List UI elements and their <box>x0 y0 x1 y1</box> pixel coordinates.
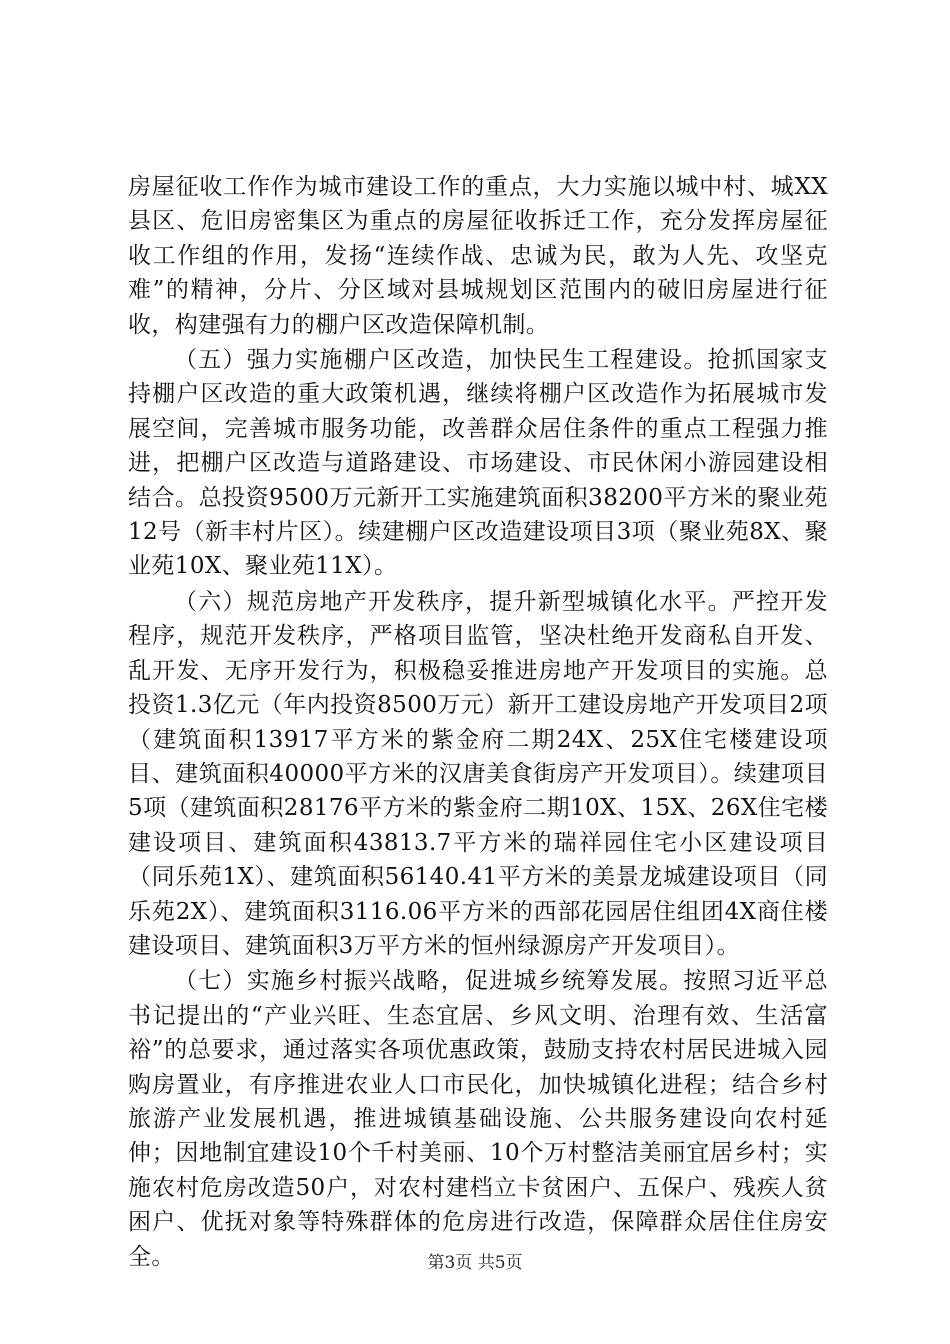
paragraph-real-estate-development: （六）规范房地产开发秩序，提升新型城镇化水平。严控开发程序，规范开发秩序，严格项目监管，坚决杜绝开发商私自开发、乱开发、无序开发行为，积极稳妥推进房地产开发项目的实施。总投资1.3亿元（年内投资8500万元）新开工建设房地产开发项目2项（建筑面积13917平方米的紫金府二期24X、25X住宅楼建设项目、建筑面积40000平方米的汉唐美食街房产开发项目）。续建项目5项（建筑面积28176平方米的紫金府二期10X、15X、26X住宅楼建设项目、建筑面积43813.7平方米的瑞祥园住宅小区建设项目（同乐苑1X）、建筑面积56140.41平方米的美景龙城建设项目（同乐苑2X）、建筑面积3116.06平方米的西部花园居住组团4X商住楼建设项目、建筑面积3万平方米的恒州绿源房产开发项目）。 <box>128 588 828 959</box>
paragraph-shantytown-renovation: （五）强力实施棚户区改造，加快民生工程建设。抢抓国家支持棚户区改造的重大政策机遇，继续将棚户区改造作为拓展城市发展空间，完善城市服务功能，改善群众居住条件的重点工程强力推进，把棚户区改造与道路建设、市场建设、市民休闲小游园建设相结合。总投资9500万元新开工实施建筑面积38200平方米的聚业苑12号（新丰村片区）。续建棚户区改造建设项目3项（聚业苑8X、聚业苑10X、聚业苑11X）。 <box>128 347 828 580</box>
paragraph-housing-expropriation: 房屋征收工作作为城市建设工作的重点，大力实施以城中村、城XX县区、危旧房密集区为重点的房屋征收拆迁工作，充分发挥房屋征收工作组的作用，发扬“连续作战、忠诚为民，敢为人先、攻坚克难”的精神，分片、分区域对县城规划区范围内的破旧房屋进行征收，构建强有力的棚户区改造保障机制。 <box>128 174 828 338</box>
page-number-footer: 第3页 共5页 <box>427 1253 523 1273</box>
document-body <box>128 170 828 1275</box>
paragraph-rural-revitalization: （七）实施乡村振兴战略，促进城乡统筹发展。按照习近平总书记提出的“产业兴旺、生态宜居、乡风文明、治理有效、生活富裕”的总要求，通过落实各项优惠政策，鼓励支持农村居民进城入园购房置业，有序推进农业人口市民化，加快城镇化进程；结合乡村旅游产业发展机遇，推进城镇基础设施、公共服务建设向农村延伸；因地制宜建设10个千村美丽、10个万村整洁美丽宜居乡村；实施农村危房改造50户，对农村建档立卡贫困户、五保户、残疾人贫困户、优抚对象等特殊群体的危房进行改造，保障群众居住住房安全。 <box>128 968 828 1270</box>
